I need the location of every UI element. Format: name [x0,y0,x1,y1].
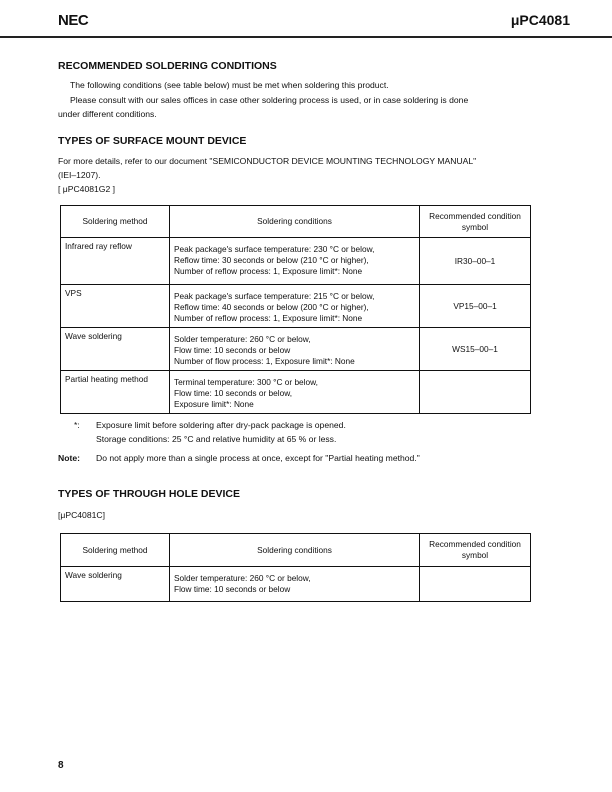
condition-line: Number of reflow process: 1, Exposure limit*: None [174,313,363,323]
symbol-cell: VP15–00–1 [420,285,531,328]
table-row [61,371,531,414]
col-header-method: Soldering method [61,534,170,567]
col-header-conditions: Soldering conditions [170,206,420,238]
method-cell: Infrared ray reflow [61,238,170,285]
conditions-cell [170,567,420,602]
symbol-cell: WS15–00–1 [420,328,531,371]
condition-line: Number of reflow process: 1, Exposure limit*: None [174,266,363,276]
conditions-cell [170,328,420,371]
col-header-conditions: Soldering conditions [170,534,420,567]
table-row [61,285,531,328]
part-number: μPC4081 [510,12,570,28]
condition-line: Solder temperature: 260 °C or below, [174,573,311,583]
table-row [61,328,531,371]
condition-line: Solder temperature: 260 °C or below, [174,334,311,344]
smd-ref-2: (IEI–1207). [58,170,101,180]
smd-soldering-table [60,205,531,414]
footnote-line-1: Exposure limit before soldering after dry-pack package is opened. [96,420,346,430]
condition-line: Flow time: 10 seconds or below [174,584,291,594]
col-header-symbol: Recommended condition symbol [420,206,531,238]
page-number: 8 [58,760,64,771]
header-rule [0,36,612,38]
smd-ref-1: For more details, refer to our document "SEMICONDUCTOR DEVICE MOUNTING TECHNOLOGY MANUAL" [58,156,477,166]
conditions-cell [170,285,420,328]
note-label: Note: [58,453,80,463]
condition-line: Flow time: 10 seconds or below [174,345,291,355]
condition-line: Peak package's surface temperature: 215 °C or below, [174,291,375,301]
note-text: Do not apply more than a single process at once, except for "Partial heating method." [96,453,420,463]
condition-line: Number of flow process: 1, Exposure limit*: None [174,356,355,366]
condition-line: Peak package's surface temperature: 230 °C or below, [174,244,375,254]
method-cell: Partial heating method [61,371,170,414]
intro-line-1: The following conditions (see table below) must be met when soldering this product. [70,80,389,90]
col-header-method: Soldering method [61,206,170,238]
symbol-cell [420,567,531,602]
method-cell: VPS [61,285,170,328]
condition-line: Terminal temperature: 300 °C or below, [174,377,318,387]
footnote-line-2: Storage conditions: 25 °C and relative humidity at 65 % or less. [96,434,337,444]
table-row [61,567,531,602]
conditions-cell [170,238,420,285]
footnote-mark: *: [74,420,80,430]
conditions-cell [170,371,420,414]
condition-line: Reflow time: 40 seconds or below (200 °C or higher), [174,302,369,312]
thd-soldering-table [60,533,531,602]
method-cell: Wave soldering [61,567,170,602]
condition-line: Flow time: 10 seconds or below, [174,388,293,398]
smd-heading: TYPES OF SURFACE MOUNT DEVICE [58,135,247,147]
table-row [61,238,531,285]
symbol-cell [420,371,531,414]
intro-line-2: Please consult with our sales offices in case other soldering process is used, or in case soldering is done [70,95,469,105]
intro-line-3: under different conditions. [58,109,157,119]
thd-part: [μPC4081C] [58,510,105,520]
method-cell: Wave soldering [61,328,170,371]
condition-line: Reflow time: 30 seconds or below (210 °C or higher), [174,255,369,265]
smd-part: [ μPC4081G2 ] [58,184,116,194]
section-title: RECOMMENDED SOLDERING CONDITIONS [58,60,277,72]
thd-heading: TYPES OF THROUGH HOLE DEVICE [58,488,241,500]
nec-logo: NEC [58,12,89,29]
col-header-symbol: Recommended condition symbol [420,534,531,567]
symbol-cell: IR30–00–1 [420,238,531,285]
condition-line: Exposure limit*: None [174,399,254,409]
